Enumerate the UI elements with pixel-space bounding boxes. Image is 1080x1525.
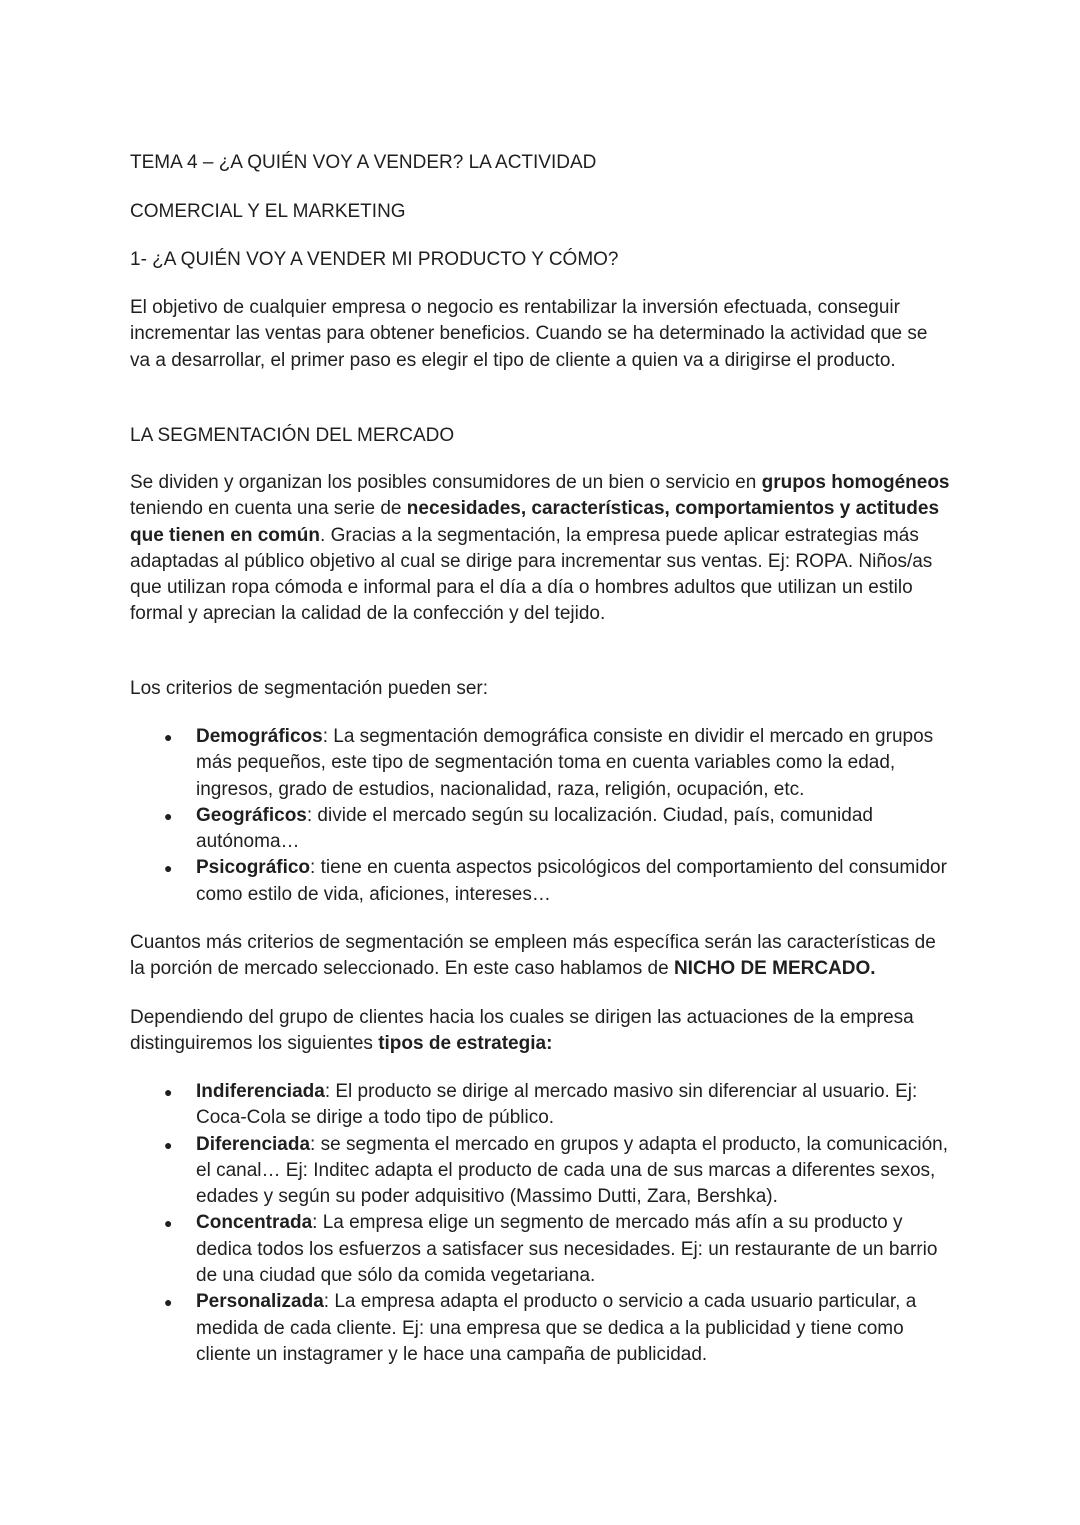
list-item (130, 1079, 950, 1132)
segmentation-paragraph (130, 470, 950, 628)
text-run: Se dividen y organizan los posibles consumidores de un bien o servicio en (130, 472, 762, 493)
text-run: : La empresa elige un segmento de mercado más afín a su producto y dedica todos los esfuerzos a satisfacer sus necesidades. Ej: un restaurante de un barrio de una ciudad que sólo da comida vegetariana. (196, 1212, 938, 1287)
bold-text: NICHO DE MERCADO. (673, 958, 876, 980)
text-run: teniendo en cuenta una serie de (130, 498, 407, 520)
bold-text: Concentrada (196, 1212, 313, 1234)
title-line-2: COMERCIAL Y EL MARKETING (130, 201, 406, 222)
bold-text: Indiferenciada (196, 1081, 325, 1102)
text-run: . Gracias a la segmentación, la empresa puede aplicar estrategias más adaptadas al público objetivo al cual se dirige para incrementar sus ventas. Ej: ROPA. Niños/as que utilizan ropa cómoda e informal para el día a día o hombres adultos que utilizan un estilo formal y aprecian la calidad de la confección y del tejido. (130, 524, 933, 625)
list-item (130, 1289, 950, 1368)
text-run: : El producto se dirige al mercado masivo sin diferenciar al usuario. Ej: Coca-Cola se dirige a todo tipo de público. (196, 1081, 918, 1129)
bold-text: Demográficos (196, 726, 323, 747)
bold-text: Personalizada (196, 1291, 324, 1313)
bold-text: tipos de estrategia: (378, 1033, 553, 1055)
title-line-1: TEMA 4 – ¿A QUIÉN VOY A VENDER? LA ACTIVIDAD (130, 152, 597, 173)
list-item (130, 1132, 950, 1211)
text-run: : La empresa adapta el producto o servicio a cada usuario particular, a medida de cada cliente. Ej: una empresa que se dedica a la publicidad y tiene como cliente un instagramer y le hace una campaña de publicidad. (196, 1291, 917, 1365)
niche-paragraph (130, 930, 950, 983)
bold-text: Psicográfico (196, 857, 311, 879)
strategy-list (130, 1079, 950, 1368)
bold-text: Diferenciada (196, 1133, 311, 1155)
segmentation-heading: LA SEGMENTACIÓN DEL MERCADO (130, 425, 455, 446)
text-run: : se segmenta el mercado en grupos y adapta el producto, la comunicación, el canal… Ej: Inditec adapta el producto de cada una de sus marcas a diferentes sexos, edades y según su poder adquisitivo (Massimo Dutti, Zara, Bershka). (196, 1133, 948, 1208)
text-run: Los criterios de segmentación pueden ser: (130, 678, 489, 699)
section-heading: 1- ¿A QUIÉN VOY A VENDER MI PRODUCTO Y CÓMO? (130, 249, 619, 270)
text-run: : divide el mercado según su localización. Ciudad, país, comunidad autónoma… (196, 804, 873, 853)
list-item (130, 803, 950, 856)
criteria-list (130, 724, 950, 908)
list-item (130, 1210, 950, 1289)
bold-text: necesidades, características, comportamientos y actitudes que tienen en común (130, 498, 940, 546)
text-run: Cuantos más criterios de segmentación se empleen más específica serán las características de la porción de mercado seleccionado. En este caso hablamos de (130, 932, 936, 980)
bold-text: Geográficos (196, 804, 307, 826)
text-run: El objetivo de cualquier empresa o negocio es rentabilizar la inversión efectuada, conseguir incrementar las ventas para obtener beneficios. Cuando se ha determinado la actividad que se va a desarrollar, el primer paso es elegir el tipo de cliente a quien va a dirigirse el producto. (130, 297, 928, 371)
list-item (130, 724, 950, 803)
bold-text: grupos homogéneos (761, 472, 950, 493)
strategy-intro-paragraph (130, 1005, 950, 1058)
criteria-intro (130, 676, 950, 702)
text-run: Dependiendo del grupo de clientes hacia los cuales se dirigen las actuaciones de la empresa distinguiremos los siguientes (130, 1007, 914, 1055)
text-run: : tiene en cuenta aspectos psicológicos del comportamiento del consumidor como estilo de vida, aficiones, intereses… (196, 857, 947, 905)
list-item (130, 855, 950, 908)
intro-paragraph (130, 295, 950, 374)
text-run: : La segmentación demográfica consiste en dividir el mercado en grupos más pequeños, este tipo de segmentación toma en cuenta variables como la edad, ingresos, grado de estudios, nacionalidad, raza, religión, ocupación, etc. (196, 726, 934, 800)
